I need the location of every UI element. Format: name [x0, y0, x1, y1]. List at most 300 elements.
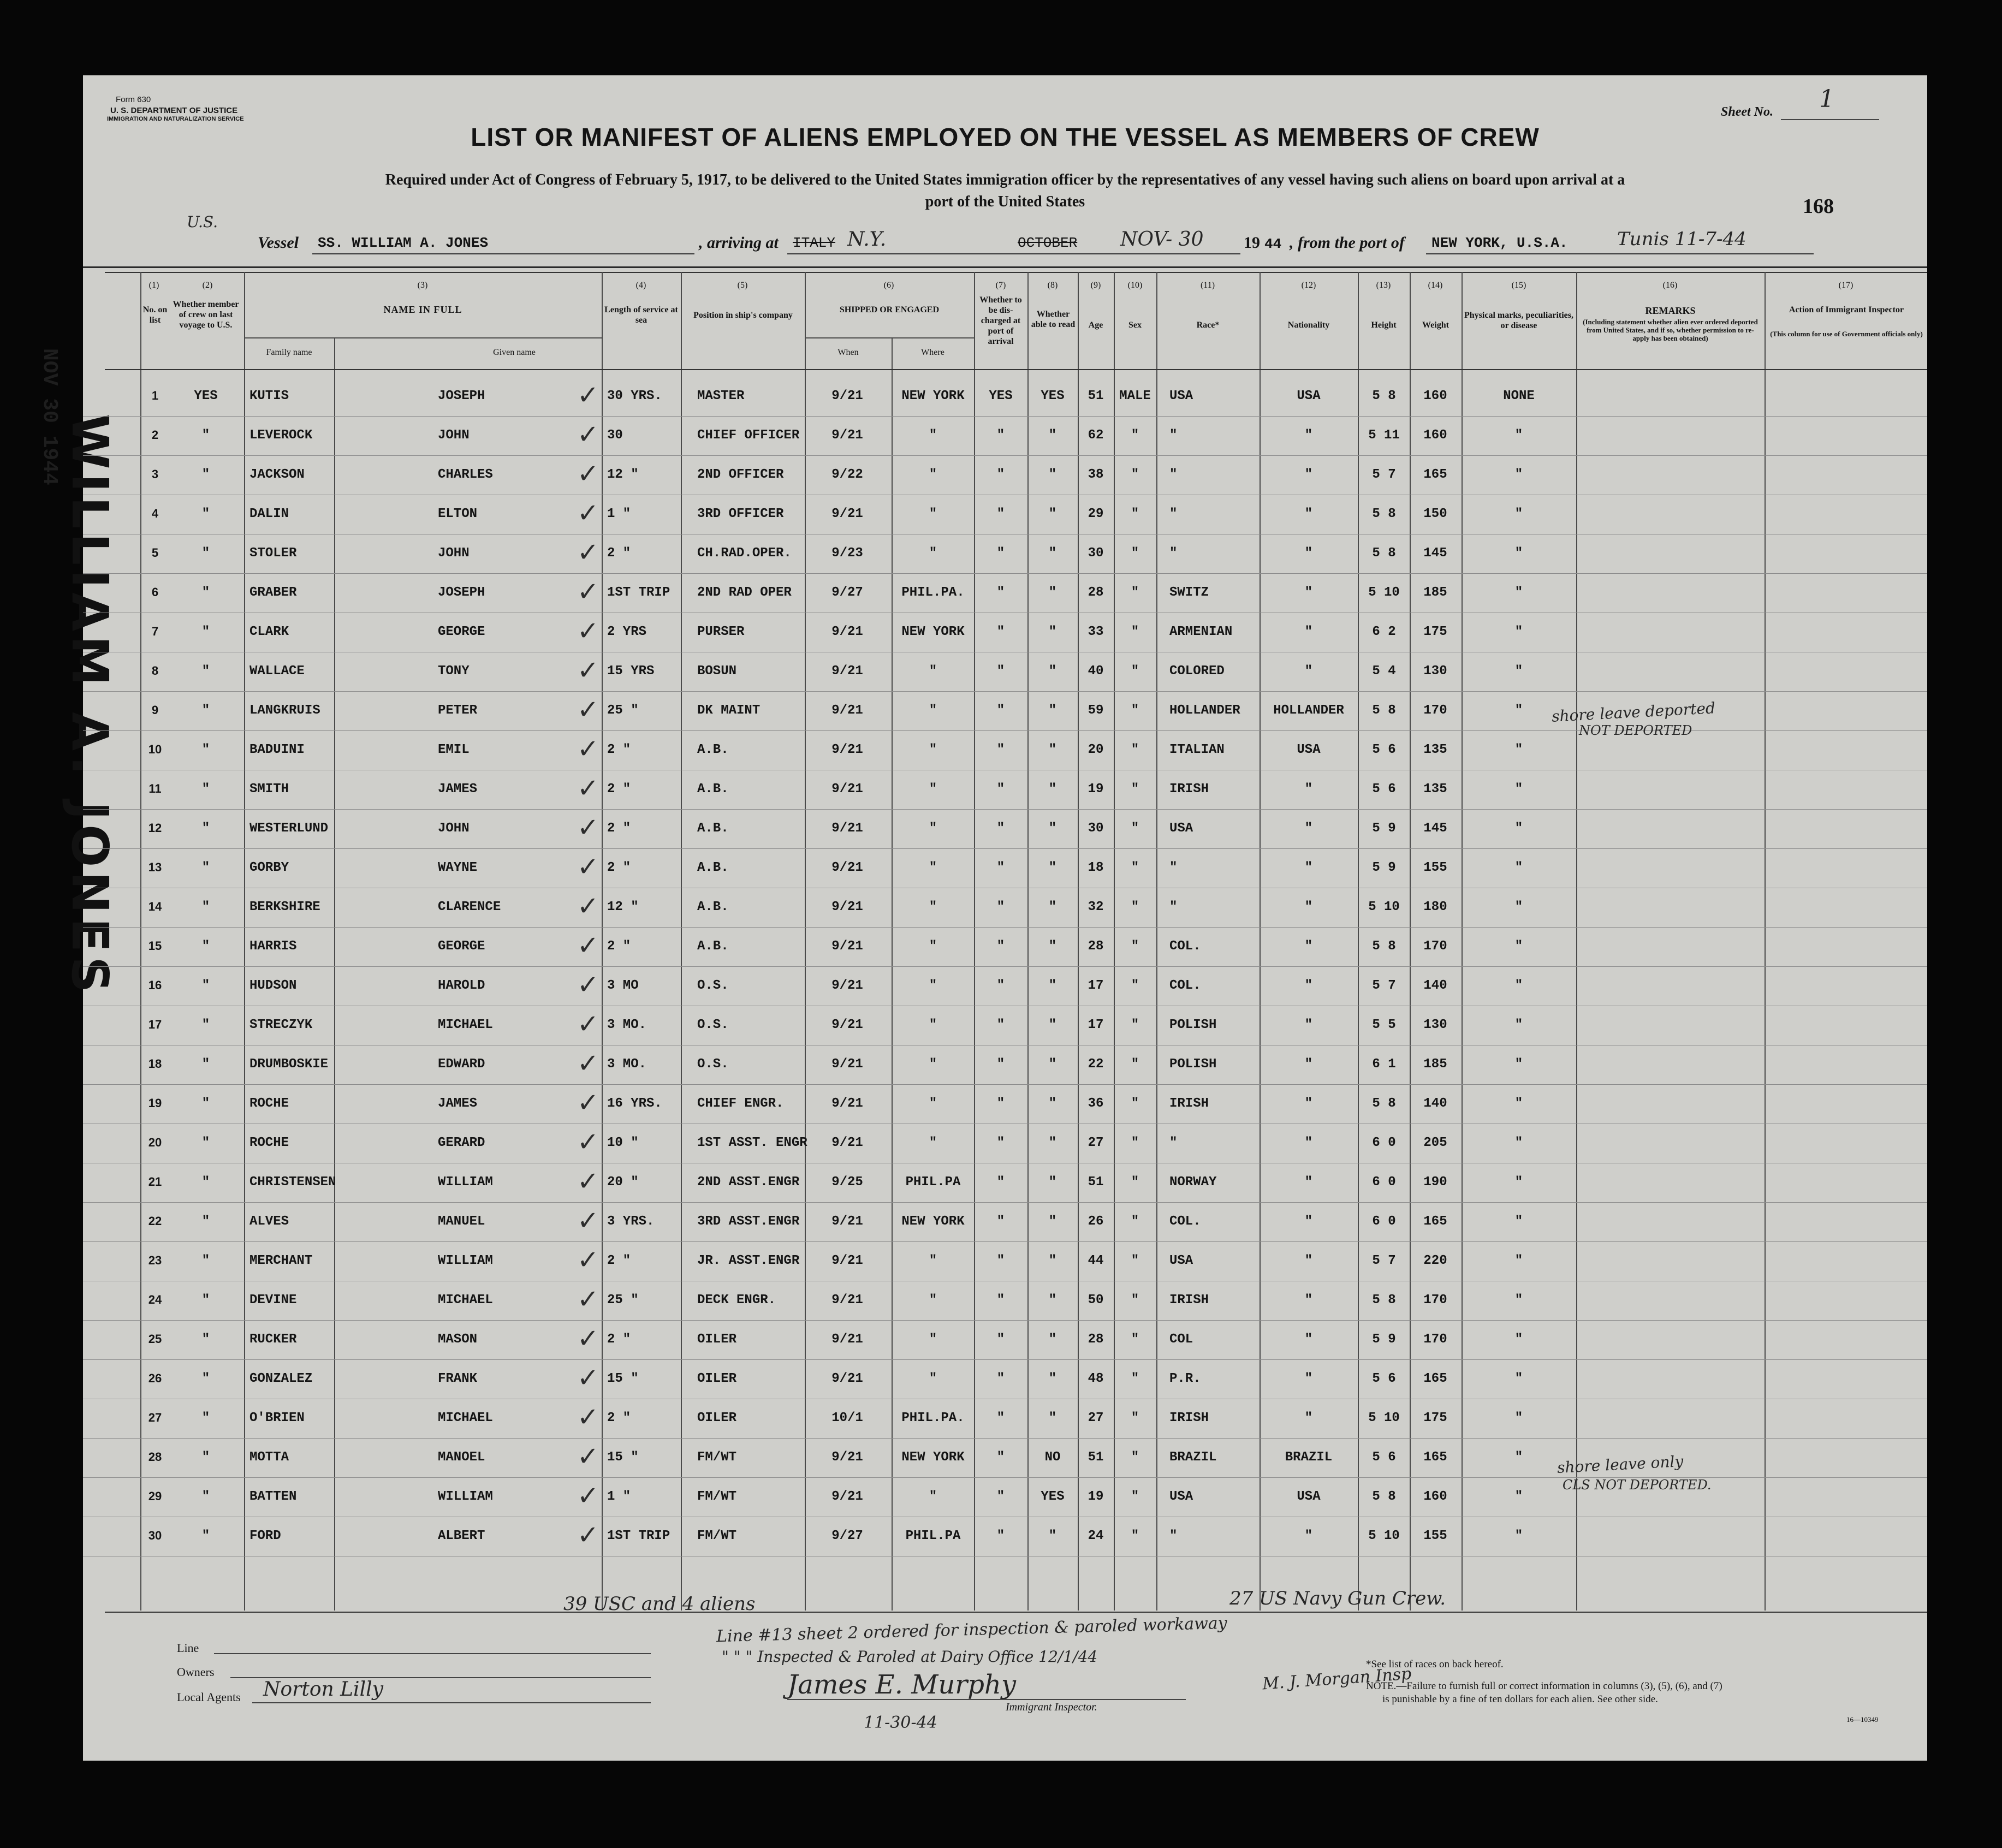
family-name-cell: ROCHE — [249, 1096, 289, 1111]
weight-cell: 160 — [1423, 428, 1447, 443]
row-number: 8 — [151, 664, 159, 678]
race-cell: ARMENIAN — [1169, 625, 1233, 639]
remark-row-28-line-1: shore leave only — [1557, 1452, 1684, 1477]
position-cell: FM/WT — [697, 1489, 737, 1504]
last-voyage-cell: " — [201, 1529, 210, 1543]
nationality-cell: " — [1304, 782, 1313, 797]
shipped-where-cell: " — [929, 703, 937, 718]
race-cell: COL. — [1169, 939, 1201, 954]
column-number: (12) — [1301, 281, 1316, 290]
height-cell: 5 8 — [1372, 1293, 1396, 1308]
nationality-cell: " — [1304, 546, 1313, 561]
last-voyage-cell: " — [201, 1371, 210, 1386]
age-cell: 30 — [1088, 821, 1104, 836]
nationality-cell: " — [1304, 467, 1313, 482]
discharged-cell: " — [996, 1293, 1005, 1308]
discharged-cell: " — [996, 1136, 1005, 1150]
weight-cell: 185 — [1423, 585, 1447, 600]
last-voyage-cell: " — [201, 428, 210, 443]
given-name-cell: JOSEPH — [438, 585, 485, 600]
height-cell: 5 8 — [1372, 389, 1396, 403]
family-name-cell: BATTEN — [249, 1489, 297, 1504]
race-cell: " — [1169, 546, 1178, 561]
shipped-where-cell: " — [929, 1371, 937, 1386]
check-mark-icon: ✓ — [577, 655, 599, 686]
table-row — [83, 495, 1927, 534]
shipped-when-cell: 9/21 — [831, 782, 863, 797]
column-number: (15) — [1511, 281, 1526, 290]
sheet-number-value: 1 — [1819, 85, 1834, 113]
physical-marks-cell: " — [1514, 585, 1523, 600]
given-name-cell: WILLIAM — [438, 1175, 493, 1190]
check-mark-icon: ✓ — [577, 773, 599, 804]
race-cell: IRISH — [1169, 1096, 1209, 1111]
shipped-where-cell: PHIL.PA — [905, 1529, 961, 1543]
last-voyage-cell: " — [201, 1175, 210, 1190]
row-number: 20 — [148, 1136, 162, 1149]
discharged-cell: " — [996, 1214, 1005, 1229]
race-cell: " — [1169, 900, 1178, 914]
local-agents-value: Norton Lilly — [263, 1678, 383, 1701]
col-header-given-name: Given name — [493, 348, 536, 357]
row-number: 29 — [148, 1489, 162, 1503]
arriving-port: N.Y. — [847, 228, 887, 251]
race-cell: " — [1169, 860, 1178, 875]
column-number: (11) — [1200, 281, 1215, 290]
last-voyage-cell: " — [201, 978, 210, 993]
physical-marks-cell: " — [1514, 1529, 1523, 1543]
physical-marks-cell: " — [1514, 467, 1523, 482]
vessel-name: SS. WILLIAM A. JONES — [318, 235, 489, 251]
gun-crew-note: 27 US Navy Gun Crew. — [1229, 1588, 1446, 1609]
given-name-cell: CLARENCE — [438, 900, 501, 914]
physical-marks-cell: " — [1514, 1057, 1523, 1072]
sheet-number-label: Sheet No. — [1721, 105, 1773, 119]
family-name-cell: MOTTA — [249, 1450, 289, 1465]
col-header-inspector: Action of Immigrant Inspector — [1789, 305, 1904, 314]
discharged-cell: YES — [989, 389, 1013, 403]
family-name-cell: KUTIS — [249, 389, 289, 403]
footer-agents-rule — [252, 1702, 651, 1703]
read-cell: " — [1048, 546, 1057, 561]
check-mark-icon: ✓ — [577, 1284, 599, 1315]
year-value: 44 — [1264, 236, 1282, 252]
department-name: U. S. DEPARTMENT OF JUSTICE — [110, 106, 238, 115]
last-voyage-cell: " — [201, 742, 210, 757]
given-name-cell: MANUEL — [438, 1214, 485, 1229]
check-mark-icon: ✓ — [577, 380, 599, 411]
last-voyage-cell: " — [201, 467, 210, 482]
received-stamp: NOV 30 1944 — [38, 348, 61, 485]
shipped-when-cell: 9/21 — [831, 742, 863, 757]
family-name-cell: RUCKER — [249, 1332, 297, 1347]
race-cell: COL — [1169, 1332, 1193, 1347]
read-cell: " — [1048, 939, 1057, 954]
weight-cell: 165 — [1423, 467, 1447, 482]
read-cell: " — [1048, 428, 1057, 443]
discharged-cell: " — [996, 428, 1005, 443]
age-cell: 51 — [1088, 1175, 1104, 1190]
page-number: 168 — [1803, 195, 1834, 218]
table-row — [83, 1045, 1927, 1085]
family-name-cell: STOLER — [249, 546, 297, 561]
read-cell: " — [1048, 821, 1057, 836]
age-cell: 22 — [1088, 1057, 1104, 1072]
physical-marks-cell: " — [1514, 1332, 1523, 1347]
position-cell: MASTER — [697, 389, 745, 403]
shipped-when-cell: 9/21 — [831, 625, 863, 639]
nationality-cell: " — [1304, 664, 1313, 679]
given-name-cell: JAMES — [438, 1096, 478, 1111]
check-mark-icon: ✓ — [577, 498, 599, 528]
age-cell: 30 — [1088, 546, 1104, 561]
col-header-race: Race* — [1196, 320, 1220, 330]
age-cell: 40 — [1088, 664, 1104, 679]
nationality-cell: HOLLANDER — [1273, 703, 1344, 718]
sex-cell: " — [1131, 1018, 1139, 1032]
nationality-cell: " — [1304, 1057, 1313, 1072]
weight-cell: 145 — [1423, 546, 1447, 561]
row-number: 28 — [148, 1450, 162, 1464]
given-name-cell: MICHAEL — [438, 1293, 493, 1308]
race-cell: POLISH — [1169, 1057, 1217, 1072]
row-number: 17 — [148, 1018, 162, 1031]
weight-cell: 170 — [1423, 939, 1447, 954]
nationality-cell: " — [1304, 1371, 1313, 1386]
check-mark-icon: ✓ — [577, 577, 599, 607]
shipped-when-cell: 9/21 — [831, 1253, 863, 1268]
discharged-cell: " — [996, 546, 1005, 561]
position-cell: O.S. — [697, 1057, 729, 1072]
physical-marks-cell: " — [1514, 782, 1523, 797]
table-row — [83, 1320, 1927, 1360]
check-mark-icon: ✓ — [577, 1048, 599, 1079]
age-cell: 20 — [1088, 742, 1104, 757]
weight-cell: 145 — [1423, 821, 1447, 836]
last-voyage-cell: " — [201, 1253, 210, 1268]
physical-marks-cell: " — [1514, 1489, 1523, 1504]
row-number: 3 — [151, 467, 159, 481]
last-voyage-cell: " — [201, 625, 210, 639]
race-cell: " — [1169, 1136, 1178, 1150]
discharged-cell: " — [996, 900, 1005, 914]
col-header-where: Where — [921, 348, 944, 357]
column-number: (13) — [1376, 281, 1391, 290]
service-cell: 1ST TRIP — [607, 1529, 670, 1543]
shipped-where-cell: NEW YORK — [901, 1450, 965, 1465]
shipped-where-cell: " — [929, 664, 937, 679]
shipped-when-cell: 9/21 — [831, 389, 863, 403]
age-cell: 28 — [1088, 585, 1104, 600]
given-name-cell: PETER — [438, 703, 478, 718]
check-mark-icon: ✓ — [577, 1323, 599, 1354]
nationality-cell: BRAZIL — [1285, 1450, 1333, 1465]
total-crew-note: 39 USC and 4 aliens — [563, 1593, 756, 1615]
nationality-cell: " — [1304, 625, 1313, 639]
race-cell: COLORED — [1169, 664, 1225, 679]
physical-marks-cell: " — [1514, 900, 1523, 914]
sex-cell: " — [1131, 742, 1139, 757]
family-name-cell: WESTERLUND — [249, 821, 329, 836]
port-underline — [1426, 253, 1814, 254]
last-voyage-cell: " — [201, 507, 210, 521]
family-name-cell: HARRIS — [249, 939, 297, 954]
height-cell: 6 0 — [1372, 1136, 1396, 1150]
table-row — [83, 1202, 1927, 1242]
read-cell: " — [1048, 742, 1057, 757]
discharged-cell: " — [996, 467, 1005, 482]
physical-marks-cell: " — [1514, 742, 1523, 757]
read-cell: " — [1048, 585, 1057, 600]
sex-cell: " — [1131, 1057, 1139, 1072]
last-voyage-cell: " — [201, 1293, 210, 1308]
col-header-physical-marks: Physical marks, peculiarities, or disease — [1464, 311, 1573, 330]
last-voyage-cell: " — [201, 939, 210, 954]
discharged-cell: " — [996, 1411, 1005, 1425]
column-number: (8) — [1047, 281, 1058, 290]
table-row — [83, 1281, 1927, 1321]
date-struck: OCTOBER — [1018, 235, 1078, 251]
family-name-cell: STRECZYK — [249, 1018, 313, 1032]
shipped-when-cell: 9/21 — [831, 1371, 863, 1386]
col-header-height: Height — [1371, 320, 1397, 330]
race-cell: IRISH — [1169, 782, 1209, 797]
check-mark-icon: ✓ — [577, 1166, 599, 1197]
race-cell: USA — [1169, 1253, 1193, 1268]
check-mark-icon: ✓ — [577, 537, 599, 568]
col-header-when: When — [837, 348, 859, 357]
form-number: Form 630 — [116, 95, 151, 104]
race-cell: " — [1169, 507, 1178, 521]
race-cell: BRAZIL — [1169, 1450, 1217, 1465]
given-name-cell: JOHN — [438, 821, 470, 836]
race-cell: SWITZ — [1169, 585, 1209, 600]
read-cell: " — [1048, 507, 1057, 521]
given-name-cell: EMIL — [438, 742, 470, 757]
shipped-where-cell: " — [929, 1018, 937, 1032]
position-cell: 2ND OFFICER — [697, 467, 784, 482]
height-cell: 6 0 — [1372, 1214, 1396, 1229]
service-cell: 10 " — [607, 1136, 639, 1150]
discharged-cell: " — [996, 821, 1005, 836]
weight-cell: 155 — [1423, 1529, 1447, 1543]
read-cell: " — [1048, 1371, 1057, 1386]
title-subtitle: Required under Act of Congress of February 5, 1917, to be delivered to the United States immigration officer by the representatives of any vessel having such aliens on board upon arrival at a — [385, 171, 1625, 188]
given-name-cell: ALBERT — [438, 1529, 485, 1543]
race-cell: USA — [1169, 389, 1193, 403]
table-row — [83, 1241, 1927, 1281]
service-name: IMMIGRATION AND NATURALIZATION SERVICE — [107, 116, 244, 122]
shipped-where-cell: " — [929, 1253, 937, 1268]
discharged-cell: " — [996, 664, 1005, 679]
height-cell: 6 1 — [1372, 1057, 1396, 1072]
row-number: 15 — [148, 939, 162, 953]
last-voyage-cell: " — [201, 1057, 210, 1072]
discharged-cell: " — [996, 1175, 1005, 1190]
row-number: 4 — [151, 507, 159, 520]
shipped-where-cell: " — [929, 978, 937, 993]
age-cell: 28 — [1088, 1332, 1104, 1347]
age-cell: 59 — [1088, 703, 1104, 718]
year-prefix: 19 — [1244, 234, 1260, 252]
inspector-signature-date: 11-30-44 — [864, 1713, 937, 1732]
nationality-cell: " — [1304, 507, 1313, 521]
shipped-where-cell: " — [929, 821, 937, 836]
footer-owners-label: Owners — [177, 1665, 215, 1679]
read-cell: " — [1048, 664, 1057, 679]
height-cell: 5 10 — [1368, 1529, 1400, 1543]
weight-cell: 155 — [1423, 860, 1447, 875]
service-cell: 30 YRS. — [607, 389, 662, 403]
physical-marks-cell: " — [1514, 939, 1523, 954]
row-number: 26 — [148, 1371, 162, 1385]
height-cell: 5 8 — [1372, 1096, 1396, 1111]
physical-marks-cell: " — [1514, 1450, 1523, 1465]
read-cell: " — [1048, 467, 1057, 482]
check-mark-icon: ✓ — [577, 1441, 599, 1472]
given-name-cell: JOHN — [438, 546, 470, 561]
height-cell: 5 10 — [1368, 900, 1400, 914]
check-mark-icon: ✓ — [577, 419, 599, 450]
footer-fine-note-1: NOTE.—Failure to furnish full or correct information in columns (3), (5), (6), and (7) — [1366, 1680, 1722, 1692]
position-cell: FM/WT — [697, 1450, 737, 1465]
column-number: (7) — [995, 281, 1006, 290]
col-header-service: Length of service at sea — [604, 305, 678, 325]
shipped-where-cell: " — [929, 742, 937, 757]
read-cell: NO — [1044, 1450, 1061, 1465]
family-name-cell: DEVINE — [249, 1293, 297, 1308]
column-number: (16) — [1662, 281, 1678, 290]
service-cell: 25 " — [607, 1293, 639, 1308]
shipped-where-cell: " — [929, 1489, 937, 1504]
position-cell: JR. ASST.ENGR — [697, 1253, 800, 1268]
read-cell: " — [1048, 1018, 1057, 1032]
height-cell: 5 9 — [1372, 821, 1396, 836]
race-cell: ITALIAN — [1169, 742, 1225, 757]
sex-cell: " — [1131, 703, 1139, 718]
position-cell: 3RD OFFICER — [697, 507, 784, 521]
sex-cell: " — [1131, 507, 1139, 521]
weight-cell: 175 — [1423, 625, 1447, 639]
shipped-when-cell: 9/21 — [831, 1332, 863, 1347]
last-voyage-cell: " — [201, 782, 210, 797]
remark-row-9-line-1: shore leave deported — [1551, 699, 1716, 726]
row-number: 10 — [148, 742, 162, 756]
discharged-cell: " — [996, 978, 1005, 993]
position-cell: FM/WT — [697, 1529, 737, 1543]
age-cell: 51 — [1088, 389, 1104, 403]
discharged-cell: " — [996, 703, 1005, 718]
position-cell: O.S. — [697, 978, 729, 993]
physical-marks-cell: " — [1514, 1136, 1523, 1150]
physical-marks-cell: " — [1514, 1096, 1523, 1111]
nationality-cell: " — [1304, 1214, 1313, 1229]
given-name-cell: JAMES — [438, 782, 478, 797]
service-cell: 2 YRS — [607, 625, 647, 639]
physical-marks-cell: NONE — [1503, 389, 1535, 403]
age-cell: 48 — [1088, 1371, 1104, 1386]
check-mark-icon: ✓ — [577, 812, 599, 843]
race-cell: USA — [1169, 821, 1193, 836]
given-name-cell: GERARD — [438, 1136, 485, 1150]
physical-marks-cell: " — [1514, 1175, 1523, 1190]
shipped-where-cell: " — [929, 428, 937, 443]
shipped-when-cell: 9/21 — [831, 664, 863, 679]
position-cell: A.B. — [697, 860, 729, 875]
race-cell: IRISH — [1169, 1293, 1209, 1308]
nationality-cell: " — [1304, 1293, 1313, 1308]
service-cell: 1 " — [607, 1489, 631, 1504]
nationality-cell: " — [1304, 1018, 1313, 1032]
weight-cell: 165 — [1423, 1371, 1447, 1386]
shipped-when-cell: 9/27 — [831, 1529, 863, 1543]
given-name-cell: FRANK — [438, 1371, 478, 1386]
service-cell: 3 MO — [607, 978, 639, 993]
discharged-cell: " — [996, 1096, 1005, 1111]
col-header-last-voyage: Whether member of crew on last voyage to U.S. — [173, 300, 239, 330]
height-cell: 5 6 — [1372, 1450, 1396, 1465]
race-cell: IRISH — [1169, 1411, 1209, 1425]
given-name-cell: WILLIAM — [438, 1489, 493, 1504]
check-mark-icon: ✓ — [577, 694, 599, 725]
column-number: (2) — [202, 281, 213, 290]
family-name-cell: O'BRIEN — [249, 1411, 305, 1425]
family-name-cell: CHRISTENSEN — [249, 1175, 336, 1190]
weight-cell: 185 — [1423, 1057, 1447, 1072]
discharged-cell: " — [996, 1057, 1005, 1072]
family-name-cell: GORBY — [249, 860, 289, 875]
weight-cell: 170 — [1423, 1332, 1447, 1347]
nationality-cell: " — [1304, 1096, 1313, 1111]
service-cell: 15 YRS — [607, 664, 655, 679]
discharged-cell: " — [996, 860, 1005, 875]
height-cell: 5 5 — [1372, 1018, 1396, 1032]
race-cell: COL. — [1169, 1214, 1201, 1229]
read-cell: " — [1048, 1529, 1057, 1543]
weight-cell: 180 — [1423, 900, 1447, 914]
family-name-cell: JACKSON — [249, 467, 305, 482]
weight-cell: 130 — [1423, 1018, 1447, 1032]
service-cell: 2 " — [607, 1332, 631, 1347]
family-name-cell: LEVEROCK — [249, 428, 313, 443]
column-number: (17) — [1838, 281, 1854, 290]
age-cell: 51 — [1088, 1450, 1104, 1465]
position-cell: A.B. — [697, 939, 729, 954]
row-number: 25 — [148, 1332, 162, 1346]
sex-cell: " — [1131, 1136, 1139, 1150]
discharged-cell: " — [996, 1018, 1005, 1032]
race-cell: P.R. — [1169, 1371, 1201, 1386]
us-mark: U.S. — [187, 213, 218, 231]
date-underline — [1011, 253, 1240, 254]
read-cell: " — [1048, 1253, 1057, 1268]
row-number: 12 — [148, 821, 162, 835]
age-cell: 32 — [1088, 900, 1104, 914]
service-cell: 3 MO. — [607, 1057, 647, 1072]
last-voyage-cell: " — [201, 546, 210, 561]
sex-cell: " — [1131, 860, 1139, 875]
last-voyage-cell: YES — [194, 389, 218, 403]
shipped-where-cell: NEW YORK — [901, 1214, 965, 1229]
shipped-where-cell: " — [929, 1057, 937, 1072]
last-voyage-cell: " — [201, 900, 210, 914]
service-cell: 2 " — [607, 742, 631, 757]
footer-inspector-rule — [787, 1699, 1186, 1700]
table-row — [83, 455, 1927, 495]
age-cell: 38 — [1088, 467, 1104, 482]
table-row — [83, 927, 1927, 967]
family-name-cell: ALVES — [249, 1214, 289, 1229]
